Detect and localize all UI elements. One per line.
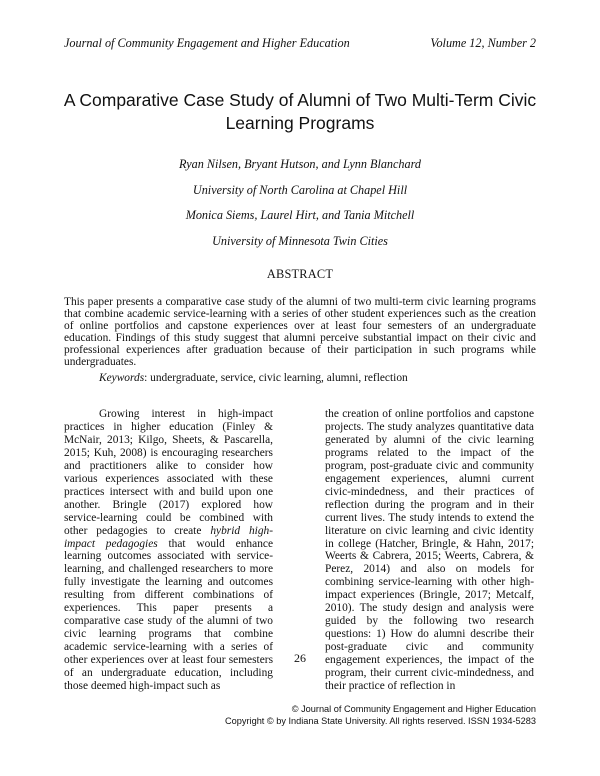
page-number: 26	[294, 651, 306, 665]
intro-text-2: that would enhance learning outcomes associated with service-learning, and challenged researchers to more fully investigate the learning and outcomes resulting from different combinations of experiences. This paper presents a comparative case study of the alumni of two civic learning programs that combine academic service-learning with a series of other experiences over at least four semesters of an undergraduate education, including those deemed high-impact such as	[64, 537, 273, 693]
abstract-heading: ABSTRACT	[266, 267, 334, 281]
continued-paragraph: the creation of online portfolios and capstone projects. The study analyzes quantitative data generated by alumni of the civic learning programs related to the impact of the program, post-graduate civic and community engagement experiences, alumni current civic-mindedness, and their practices of reflection during the program and in their current lives. The study intends to extend the literature on civic learning and civic identity in college (Hatcher, Bringle, & Hahn, 2017; Weerts & Cabrera, 2015; Weerts, Cabrera, & Perez, 2014) and also on models for combining service-learning with other high-impact experiences (Bringle, 2017; Metcalf, 2010). The study design and analysis were guided by the following two research questions: 1) How do alumni describe their post-graduate civic and community engagement experiences, the impact of the program, their current civic-mindedness, and their practice of reflection in	[325, 408, 534, 693]
affiliation-1: University of North Carolina at Chapel Hill	[192, 182, 408, 197]
author-block	[0, 152, 600, 254]
keywords-values: : undergraduate, service, civic learning, alumni, reflection	[144, 372, 408, 384]
keywords-label: Keywords	[99, 372, 145, 384]
intro-text-1: Growing interest in high-impact practices in higher education (Finley & McNair, 2013; Kilgo, Sheets, & Pascarella, 2015; Kuh, 2008) is encouraging researchers and practitioners alike to consider how various experiences associated with these practices intersect with and build upon one another. Bringle (2017) explored how service-learning could be combined with other pedagogies to create	[64, 408, 273, 537]
footer-line-1: © Journal of Community Engagement and Higher Education	[291, 704, 536, 714]
intro-emphasis: hybrid high-impact pedagogies	[64, 524, 273, 550]
footer-line-2: Copyright © by Indiana State University. All rights reserved. ISSN 1934-5283	[225, 716, 536, 726]
authors-line-2: Monica Siems, Laurel Hirt, and Tania Mitchell	[185, 208, 415, 222]
copyright-footer	[225, 703, 536, 727]
paper-title: A Comparative Case Study of Alumni of Two Multi-Term Civic Learning Programs	[63, 90, 537, 133]
journal-name: Journal of Community Engagement and Higher Education	[64, 36, 350, 50]
affiliation-2: University of Minnesota Twin Cities	[212, 233, 388, 248]
abstract-text: This paper presents a comparative case study of the alumni of two multi-term civic learning programs that combine academic service-learning with a series of other student experiences such as the creation of online portfolios and capstone experiences over at least four semesters of an undergraduate education. Findings of this study suggest that alumni perceive substantial impact on their civic and professional experiences after graduation because of their participation in such programs while undergraduates.	[64, 296, 536, 368]
authors-line-1: Ryan Nilsen, Bryant Hutson, and Lynn Blanchard	[178, 157, 422, 171]
issue-info: Volume 12, Number 2	[430, 36, 536, 50]
keywords-line	[99, 372, 536, 384]
